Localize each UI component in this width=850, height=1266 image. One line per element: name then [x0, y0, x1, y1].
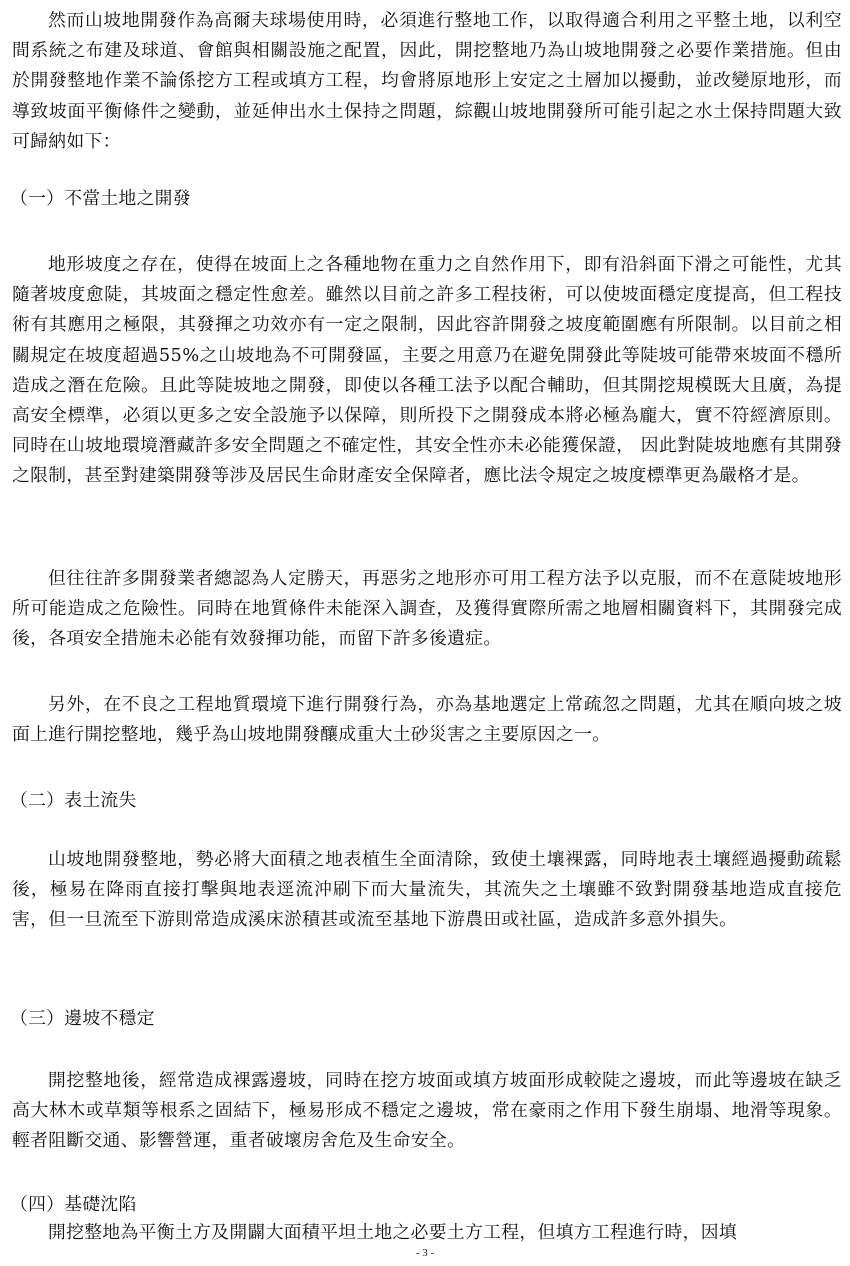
section-heading-4: （四）基礎沈陷	[10, 1194, 137, 1215]
section-4-paragraph-1: 開挖整地為平衡土方及開闢大面積平坦土地之必要土方工程，但填方工程進行時，因填	[48, 1222, 737, 1243]
section-heading-3: （三）邊坡不穩定	[10, 1008, 155, 1029]
section-heading-1: （一）不當土地之開發	[10, 188, 191, 209]
intro-paragraph: 然而山坡地開發作為高爾夫球場使用時，必須進行整地工作，以取得適合利用之平整土地，以利空間系統之布建及球道、會館與相關設施之配置，因此，開挖整地乃為山坡地開發之必要作業措施。但由於開發整地作業不論係挖方工程或填方工程，均會將原地形上安定之土層加以擾動，並改變原地形，而導致坡面平衡條件之變動，並延伸出水土保持之問題，綜觀山坡地開發所可能引起之水土保持問題大致可歸納如下：	[12, 10, 842, 152]
page-number: - 3 -	[415, 1247, 435, 1259]
section-3-paragraph-1: 開挖整地後，經常造成裸露邊坡，同時在挖方坡面或填方坡面形成較陡之邊坡，而此等邊坡在缺乏高大林木或草類等根系之固結下，極易形成不穩定之邊坡，常在豪雨之作用下發生崩塌、地滑等現象。輕者阻斷交通、影響營運，重者破壞房舍危及生命安全。	[12, 1070, 842, 1152]
section-1-paragraph-3: 另外，在不良之工程地質環境下進行開發行為，亦為基地選定上常疏忽之問題，尤其在順向坡之坡面上進行開挖整地，幾乎為山坡地開發釀成重大土砂災害之主要原因之一。	[12, 694, 842, 746]
section-1-paragraph-1: 地形坡度之存在，使得在坡面上之各種地物在重力之自然作用下，即有沿斜面下滑之可能性，尤其隨著坡度愈陡，其坡面之穩定性愈差。雖然以目前之許多工程技術，可以使坡面穩定度提高，但工程技術有其應用之極限，其發揮之功效亦有一定之限制，因此容許開發之坡度範圍應有所限制。以目前之相關規定在坡度超過55%之山坡地為不可開發區，主要之用意乃在避免開發此等陡坡可能帶來坡面不穩所造成之潛在危險。且此等陡坡地之開發，即使以各種工法予以配合輔助，但其開挖規模既大且廣，為提高安全標準，必須以更多之安全設施予以保障，則所投下之開發成本將必極為龐大，實不符經濟原則。同時在山坡地環境潛藏許多安全問題之不確定性，其安全性亦未必能獲保證， 因此對陡坡地應有其開發之限制，甚至對建築開發等涉及居民生命財產安全保障者，應比法令規定之坡度標準更為嚴格才是。	[12, 254, 842, 487]
section-heading-2: （二）表土流失	[10, 790, 137, 811]
section-2-paragraph-1: 山坡地開發整地，勢必將大面積之地表植生全面清除，致使土壤裸露，同時地表土壤經過擾動疏鬆後，極易在降雨直接打擊與地表逕流沖刷下而大量流失，其流失之土壤雖不致對開發基地造成直接危害，但一旦流至下游則常造成溪床淤積甚或流至基地下游農田或社區，造成許多意外損失。	[12, 849, 842, 931]
section-1-paragraph-2: 但往往許多開發業者總認為人定勝天，再惡劣之地形亦可用工程方法予以克服，而不在意陡坡地形所可能造成之危險性。同時在地質條件未能深入調查，及獲得實際所需之地層相關資料下，其開發完成後，各項安全措施未必能有效發揮功能，而留下許多後遺症。	[12, 568, 842, 650]
